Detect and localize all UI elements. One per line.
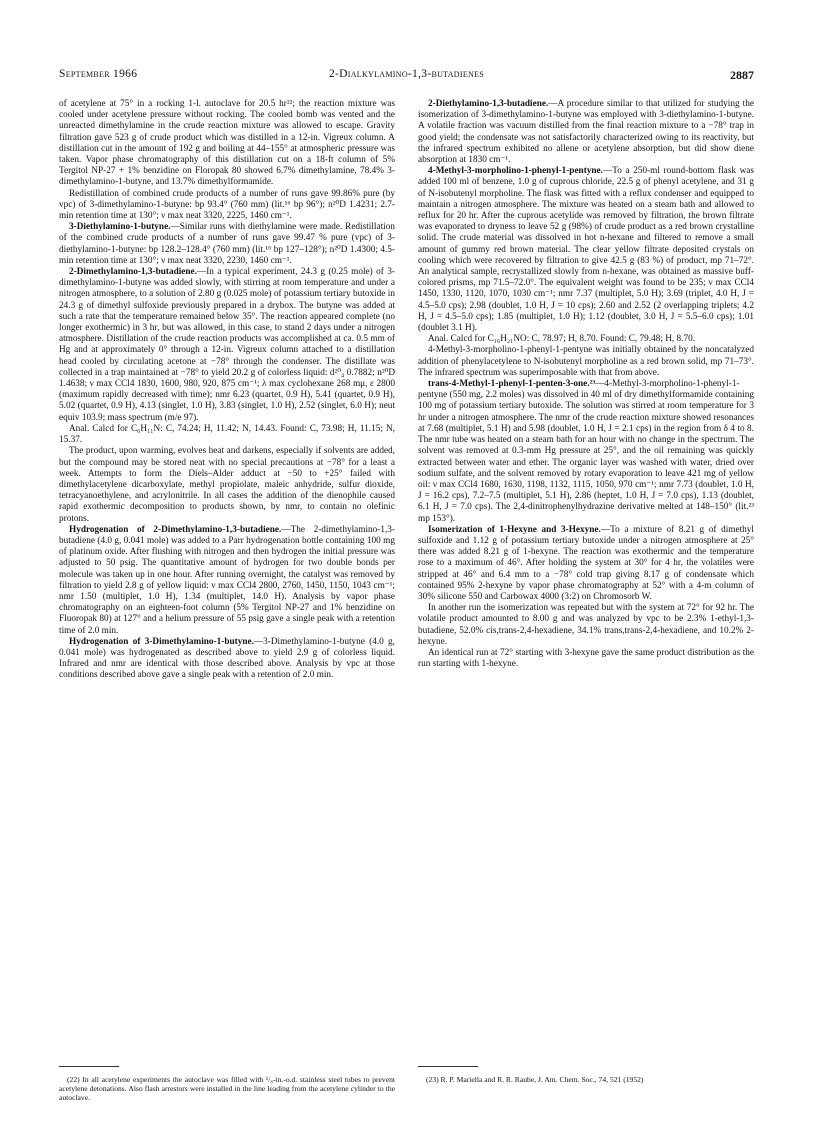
page-header [59, 68, 754, 84]
journal-date: September 1966 [59, 68, 138, 80]
left-column [59, 99, 395, 682]
footnote-rule [59, 1066, 119, 1067]
paragraph: The product, upon warming, evolves heat and darkens, especially if solvents are added, but the compound may be stored neat with no special precautions at −78° for a least a week. Attempts to form the Diels–Alder adduct at −50 to +25° failed with dimethylacetylene dicarboxylate, methyl propiolate, maleic anhydride, sulfur dioxide, tetracyanoethylene, and acrylonitrile. In all cases the addition of the dienophile caused rapid exothermic decomposition to products shown, by nmr, to contain no olefinic protons. [59, 446, 395, 524]
running-title: 2-Dialkylamino-1,3-butadienes [328, 68, 485, 80]
analysis-line: Anal. Calcd for C₁₆H₂₁NO: C, 78.97; H, 8.70. Found: C, 79.48; H, 8.70. [428, 334, 696, 345]
paragraph: trans-4-Methyl-1-phenyl-1-penten-3-one.²³—4-Methyl-3-morpholino-1-phenyl-1-pentyne (550 mg, 2.2 moles) was dissolved in 40 ml of dry dimethylformamide containing 100 mg of potassium tertiary butoxide. The solution was stirred at room temperature for 3 hr under a nitrogen atmosphere. The nmr of the crude reaction mixture showed resonances at 7.68 (multiplet, 5.1 H) and 5.98 (doublet, 1.0 H, J = 2.1 cps) in the region from δ 4 to 8. The nmr tube was heated on a steam bath for an hour with no change in the spectrum. The solvent was removed at 0.3-mm Hg pressure at 25°, and the oil remaining was quickly extracted between water and ether. The organic layer was washed with water, dried over sodium sulfate, and the solvent removed by rotary evaporation to leave 421 mg of yellow oil: ν max CCl4 1680, 1630, 1198, 1132, 1115, 1050, 970 cm⁻¹; nmr 7.73 (doublet, 1.0 H, J = 16.2 cps), 7.2–7.5 (multiplet, 5.1 H), 2.86 (heptet, 1.0 H, J = 7.0 cps), 1.13 (doublet, 6.1 H, J = 7.0 cps). The 2,4-dinitrophenylhydrazine derivative melted at 148–150° (lit.²³ mp 153°). [418, 379, 754, 524]
paragraph: An identical run at 72° starting with 3-hexyne gave the same product distribution as the run starting with 1-hexyne. [418, 647, 754, 670]
paragraph: 4-Methyl-3-morpholino-1-phenyl-1-pentyne was initially obtained by the noncatalyzed addition of phenylacetylene to N-isobutenyl morpholine as a red brown solid, mp 71–73°. The infrared spectrum was superimposable with that from above. [418, 345, 754, 378]
page-number: 2887 [730, 68, 754, 82]
paragraph: Redistillation of combined crude products of a number of runs gave 99.86% pure (by vpc) of 3-dimethylamino-1-butyne: bp 93.4° (760 mm) (lit.¹⁶ bp 96°); n²⁰D 1.4231; 2.7-min retention time at 130°; ν max neat 3320, 2225, 1460 cm⁻¹. [59, 188, 395, 222]
section-heading: Hydrogenation of 2-Dimethylamino-1,3-butadiene. [69, 524, 282, 535]
section-heading: Isomerization of 1-Hexyne and 3-Hexyne. [428, 524, 601, 535]
section-heading: trans-4-Methyl-1-phenyl-1-penten-3-one.²³ [428, 379, 596, 390]
paragraph: 3-Diethylamino-1-butyne.—Similar runs with diethylamine were made. Redistillation of the combined crude products of a number of runs gave 99.47 % pure (vpc) of 3-diethylamino-1-butyne: bp 128.2–128.4° (760 mm) (lit.¹⁶ bp 127–128°); n²⁰D 1.4300; 4.5-min retention time at 130°; ν max neat 3320, 2230, 1460 cm⁻¹. [59, 222, 395, 266]
footnote-23: (23) R. P. Mariella and R. R. Raube, J. Am. Chem. Soc., 74, 521 (1952) [426, 1075, 644, 1084]
section-heading: 4-Methyl-3-morpholino-1-phenyl-1-pentyne. [428, 166, 603, 177]
section-heading: 2-Diethylamino-1,3-butadiene. [428, 99, 549, 109]
paragraph: 2-Dimethylamino-1,3-butadiene.—In a typical experiment, 24.3 g (0.25 mole) of 3-dimethylamino-1-butyne was added slowly, with stirring at room temperature and under a nitrogen atmosphere, to a solution of 2.80 g (0.025 mole) of potassium tertiary butoxide in 24.3 g of dimethyl sulfoxide previously prepared in a drybox. The butyne was added at such a rate that the temperature remained below 35°. The reaction appeared complete (no longer exothermic) in 3 hr, but was allowed, in this case, to stand 2 days under a nitrogen atmosphere. Distillation of the crude reaction products was accomplished at ca. 0.5 mm of Hg and at approximately 0° through a 12-in. Vigreux column attached to a distillation head cooled by circulating acetone at −78° through the condenser. The distillate was collected in a trap maintained at −78° to yield 20.2 g of colorless liquid: d²⁰₄ 0.7882; n²⁰D 1.4638; ν max CCl4 1830, 1600, 980, 920, 875 cm⁻¹; λ max cyclohexane 268 mμ, ε 2800 (maximum rapidly decreased with time); nmr 6.23 (quartet, 0.9 H), 5.41 (quartet, 0.9 H), 5.02 (quartet, 0.9 H), 4.13 (singlet, 1.0 H), 3.83 (singlet, 1.0 H), 2.52 (singlet, 6.0 H); neut equiv 103.9; mass spectrum (m/e 97). [59, 267, 395, 423]
section-heading: 3-Diethylamino-1-butyne. [69, 222, 171, 233]
section-heading: Hydrogenation of 3-Dimethylamino-1-butyne. [69, 636, 254, 647]
footnote-rule [418, 1066, 478, 1067]
footnote-left [59, 1066, 395, 1103]
paragraph: Hydrogenation of 2-Dimethylamino-1,3-butadiene.—The 2-dimethylamino-1,3-butadiene (4.0 g, 0.041 mole) was added to a Parr hydrogenation bottle containing 100 mg of platinum oxide. After flushing with nitrogen and then hydrogen the initial pressure was adjusted to 50 psig. The quantitative amount of hydrogen for two double bonds per molecule was taken up in one hour. After running overnight, the catalyst was removed by filtration to yield 2.8 g of yellow liquid: ν max CCl4 2800, 2760, 1450, 1150, 1043 cm⁻¹; nmr 1.50 (multiplet, 1.0 H), 1.34 (multiplet, 14.0 H). Analysis by vapor phase chromatography on an eighteen-foot column (5% Tergitol NP-27 and 1% benzidine on Fluoropak 80) at 127° and a helium pressure of 55 psig gave a single peak with a retention time of 2.0 min. [59, 524, 395, 636]
footnote-right [418, 1066, 754, 1084]
paragraph: of acetylene at 75° in a rocking 1-l. autoclave for 20.5 hr²²; the reaction mixture was cooled under acetylene pressure without rocking. The cooled bomb was vented and the unreacted dimethylamine in the crude reaction mixture was allowed to escape. Gravity filtration gave 523 g of crude product which was distilled in a 12-in. Vigreux column. A distillation cut in the amount of 192 g and boiling at 44–155° at atmospheric pressure was taken. Vapor phase chromatography of this distillation cut on a 18-ft column of 5% Tergitol NP-27 + 1% benzidine on Floropak 80 showed 6.7% dimethylamine, 78.4% 3-dimethylamino-1-butyne, and 13.7% dimethylformamide. [59, 99, 395, 188]
paragraph: In another run the isomerization was repeated but with the system at 72° for 92 hr. The volatile product amounted to 8.00 g and was analyzed by vpc to be 2.3% 1-ethyl-1,3-butadiene, 52.0% cis,trans-2,4-hexadiene, 34.1% trans,trans-2,4-hexadiene, and 10.2% 2-hexyne. [418, 603, 754, 647]
right-column [418, 99, 754, 670]
analysis-line: Anal. Calcd for C₆H₁₁N: C, 74.24; H, 11.42; N, 14.43. Found: C, 73.98; H, 11.15; N, 15.37. [59, 423, 395, 446]
paragraph: Hydrogenation of 3-Dimethylamino-1-butyne.—3-Dimethylamino-1-butyne (4.0 g, 0.041 mole) was hydrogenated as described above to yield 2.9 g of colorless liquid. Infrared and nmr are identical with those described above. Analysis by vpc at those conditions described above gave a single peak with a retention of 2.0 min. [59, 636, 395, 681]
section-heading: 2-Dimethylamino-1,3-butadiene. [69, 267, 197, 278]
paragraph: Isomerization of 1-Hexyne and 3-Hexyne.—To a mixture of 8.21 g of dimethyl sulfoxide and 1.12 g of potassium tertiary butoxide under a nitrogen atmosphere at 25° there was added 8.21 g of 1-hexyne. The reaction was exothermic and the temperature rose to a maximum of 46°. After holding the system at 30° for 4 hr, the volatiles were stripped at 46° and 6.4 mm to a −78° cold trap giving 8.17 g of condensate which contained 95% 2-hexyne by vapor phase chromatography at 52° with a 4-m column of 30% silicone 550 and Carbowax 4000 (3:2) on Chromosorb W. [418, 524, 754, 602]
paragraph: 4-Methyl-3-morpholino-1-phenyl-1-pentyne.—To a 250-ml round-bottom flask was added 100 ml of benzene, 1.0 g of cuprous chloride, 22.5 g of phenyl acetylene, and 31 g of N-isobutenyl morpholine. The flask was fitted with a reflux condenser and equipped to maintain a nitrogen atmosphere. The mixture was heated on a steam bath and allowed to reflux for 20 hr. After the cuprous acetylide was removed by filtration, the brown filtrate was evaporated to dryness to leave 52 g (98%) of crude product as a red brown crystalline solid. The crude material was dissolved in hot n-hexane and filtered to remove a small amount of gummy red brown material. The clear yellow filtrate deposited crystals on cooling which were recovered by filtration to give 42.5 g (83 %) of product, mp 71–72°. An analytical sample, recrystallized slowly from n-hexane, was obtained as massive buff-colored prisms, mp 71.5–72.0°. The equivalent weight was found to be 235; ν max CCl4 1450, 1330, 1120, 1070, 1030 cm⁻¹; nmr 7.37 (multiplet, 5.0 H); 3.69 (triplet, 4.0 H, J = 4.5–5.0 cps); 2.98 (doublet, 1.0 H, J = 10 cps); 2.60 and 2.52 (2 overlapping triplets; 4.2 H, J = 4.5–5.0 cps); 1.85 (multiplet, 1.0 H); 1.12 (doublet, 3.0 H, J = 5.5–6.0 cps); 1.01 (doublet 3.1 H). [418, 166, 754, 334]
paragraph: 2-Diethylamino-1,3-butadiene.—A procedure similar to that utilized for studying the isomerization of 3-dimethylamino-1-butyne was employed with 3-diethylamino-1-butyne. A volatile fraction was vacuum distilled from the final reaction mixture to a −78° trap in good yield; the condensate was not satisfactorily characterized owing to its reactivity, but the infrared spectrum exhibited no allene or acetylene absorption, but did show diene absorption at 1830 cm⁻¹. [418, 99, 754, 166]
footnote-22: (22) In all acetylene experiments the autoclave was filled with ¹/₈-in.-o.d. stainless steel tubes to prevent acetylene detonations. Also flash arrestors were installed in the line leading from the acetylene cylinder to the autoclave. [59, 1075, 395, 1103]
